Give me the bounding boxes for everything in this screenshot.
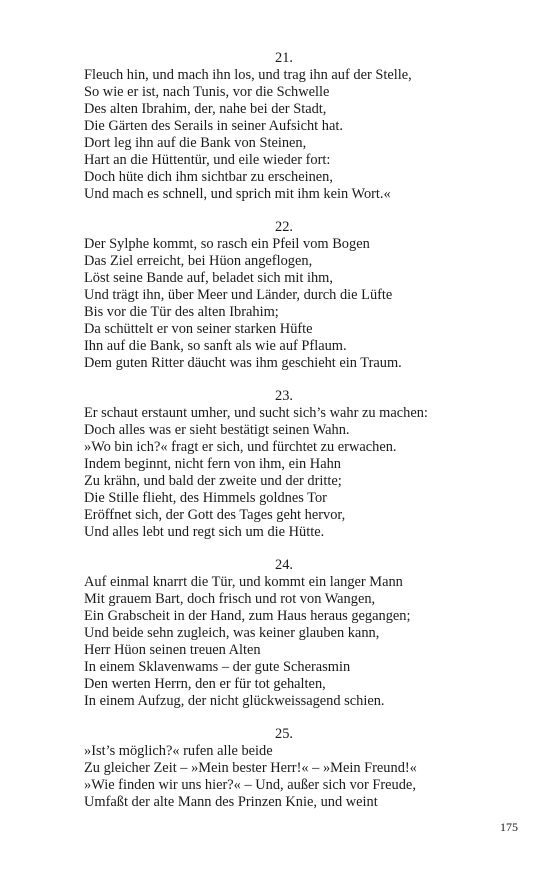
verse-line: Er schaut erstaunt umher, und sucht sich’s wahr zu machen: (84, 405, 428, 421)
verse-line: Doch alles was er sieht bestätigt seinen Wahn. (84, 422, 350, 438)
stanza-22 (84, 219, 484, 372)
verse-line: Herr Hüon seinen treuen Alten (84, 642, 261, 658)
verse-line: Auf einmal knarrt die Tür, und kommt ein langer Mann (84, 574, 403, 590)
verse-line: Das Ziel erreicht, bei Hüon angeflogen, (84, 253, 313, 269)
verse-line: Und alles lebt und regt sich um die Hütte. (84, 524, 325, 540)
verse-line: Doch hüte dich ihm sichtbar zu erscheinen, (84, 169, 333, 185)
verse-line: Dort leg ihn auf die Bank von Steinen, (84, 135, 307, 151)
verse-line: Eröffnet sich, der Gott des Tages geht hervor, (84, 507, 346, 523)
verse-line: In einem Aufzug, der nicht glückweissagend schien. (84, 693, 385, 709)
verse-line: Ihn auf die Bank, so sanft als wie auf Pflaum. (84, 338, 347, 354)
stanza-number: 22. (275, 219, 293, 235)
stanza-number: 23. (275, 388, 293, 404)
stanza-24 (84, 557, 484, 710)
verse-line: Hart an die Hüttentür, und eile wieder fort: (84, 152, 331, 168)
stanza-23 (84, 388, 484, 541)
verse-line: Ein Grabscheit in der Hand, zum Haus heraus gegangen; (84, 608, 411, 624)
verse-line: In einem Sklavenwams – der gute Scherasmin (84, 659, 351, 675)
verse-line: Indem beginnt, nicht fern von ihm, ein Hahn (84, 456, 341, 472)
verse-line: Mit grauem Bart, doch frisch und rot von Wangen, (84, 591, 376, 607)
verse-line: Den werten Herrn, den er für tot gehalten, (84, 676, 326, 692)
stanza-number: 25. (275, 726, 293, 742)
verse-line: »Ist’s möglich?« rufen alle beide (84, 743, 273, 759)
verse-line: Zu gleicher Zeit – »Mein bester Herr!« – »Mein Freund!« (84, 760, 417, 776)
stanza-number: 21. (275, 50, 293, 66)
verse-line: Die Gärten des Serails in seiner Aufsicht hat. (84, 118, 343, 134)
verse-line: Zu krähn, und bald der zweite und der dritte; (84, 473, 342, 489)
verse-line: Umfaßt der alte Mann des Prinzen Knie, und weint (84, 794, 378, 810)
stanza-number: 24. (275, 557, 293, 573)
verse-line: Der Sylphe kommt, so rasch ein Pfeil vom Bogen (84, 236, 370, 252)
stanza-25 (84, 726, 484, 811)
verse-line: Dem guten Ritter däucht was ihm geschieht ein Traum. (84, 355, 402, 371)
stanza-21 (84, 50, 484, 203)
verse-line: Bis vor die Tür des alten Ibrahim; (84, 304, 279, 320)
page-number: 175 (500, 820, 518, 834)
verse-line: Löst seine Bande auf, beladet sich mit ihm, (84, 270, 333, 286)
verse-line: Fleuch hin, und mach ihn los, und trag ihn auf der Stelle, (84, 67, 412, 83)
verse-line: Und mach es schnell, und sprich mit ihm kein Wort.« (84, 186, 391, 202)
verse-line: Und beide sehn zugleich, was keiner glauben kann, (84, 625, 380, 641)
verse-line: »Wo bin ich?« fragt er sich, und fürchtet zu erwachen. (84, 439, 397, 455)
verse-line: Des alten Ibrahim, der, nahe bei der Stadt, (84, 101, 327, 117)
poem-text (84, 50, 484, 827)
verse-line: So wie er ist, nach Tunis, vor die Schwelle (84, 84, 330, 100)
verse-line: »Wie finden wir uns hier?« – Und, außer sich vor Freude, (84, 777, 416, 793)
verse-line: Und trägt ihn, über Meer und Länder, durch die Lüfte (84, 287, 393, 303)
verse-line: Da schüttelt er von seiner starken Hüfte (84, 321, 313, 337)
verse-line: Die Stille flieht, des Himmels goldnes Tor (84, 490, 327, 506)
